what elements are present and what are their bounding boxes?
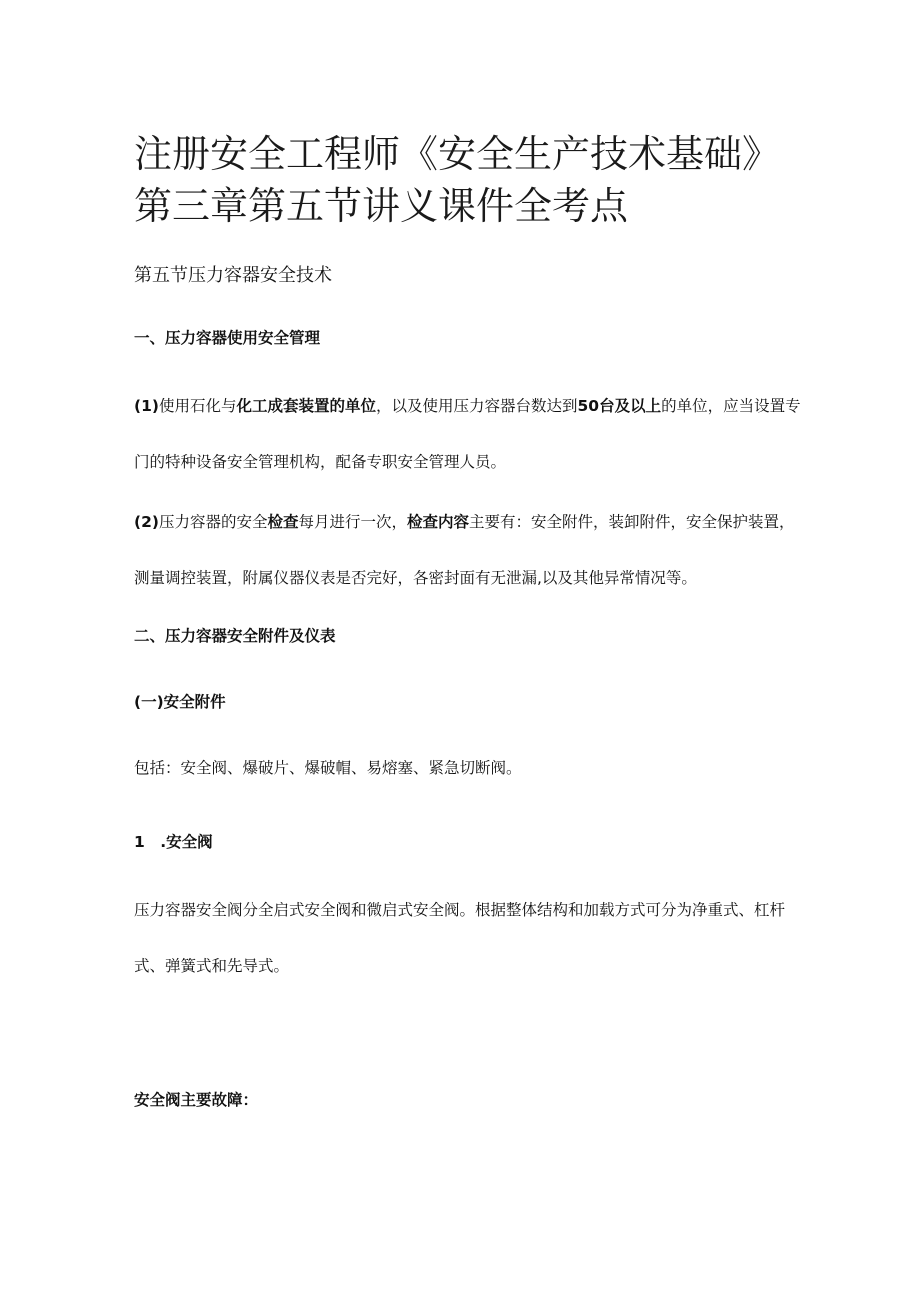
section-title: 第五节压力容器安全技术: [134, 265, 332, 286]
text-run: 压力容器的安全: [158, 513, 268, 531]
heading-safety-valve-faults: 安全阀主要故障：: [134, 1091, 259, 1109]
emphasis-text: 检查内容: [407, 513, 470, 531]
paragraph-management-organization: [134, 378, 810, 490]
text-run: ，以及使用压力容器台数达到: [375, 397, 578, 415]
emphasis-text: 50台及以上: [577, 397, 662, 415]
heading-safety-accessories-and-instruments: 二、压力容器安全附件及仪表: [134, 627, 336, 645]
heading-safety-accessories: (一)安全附件: [134, 693, 226, 711]
paragraph-safety-valve-types: 压力容器安全阀分全启式安全阀和微启式安全阀。根据整体结构和加载方式可分为净重式、杠杆式、弹簧式和先导式。: [134, 901, 786, 975]
text-run: 主要有：安全附件，装卸附件，安全保护装置，测量调控装置，附属仪器仪表是否完好，各密封面有无泄漏,以及其他异常情况等。: [134, 513, 795, 587]
document-title: 注册安全工程师《安全生产技术基础》第三章第五节讲义课件全考点: [134, 132, 781, 228]
emphasis-text: 检查: [267, 513, 299, 531]
text-run: 的单位，应当设置专门的特种设备安全管理机构，配备专职安全管理人员。: [134, 397, 801, 471]
text-run: 使用石化与: [158, 397, 237, 415]
emphasis-text: 化工成套装置的单位: [236, 397, 376, 415]
item-number: (2): [134, 513, 159, 531]
paragraph-accessories-list: 包括：安全阀、爆破片、爆破帽、易熔塞、紧急切断阀。: [134, 759, 522, 777]
item-number: (1): [134, 397, 159, 415]
heading-usage-safety-management: 一、压力容器使用安全管理: [134, 329, 321, 347]
paragraph-monthly-inspection: [134, 494, 810, 606]
heading-safety-valve: 1 .安全阀: [134, 833, 213, 851]
text-run: 每月进行一次，: [298, 513, 407, 531]
